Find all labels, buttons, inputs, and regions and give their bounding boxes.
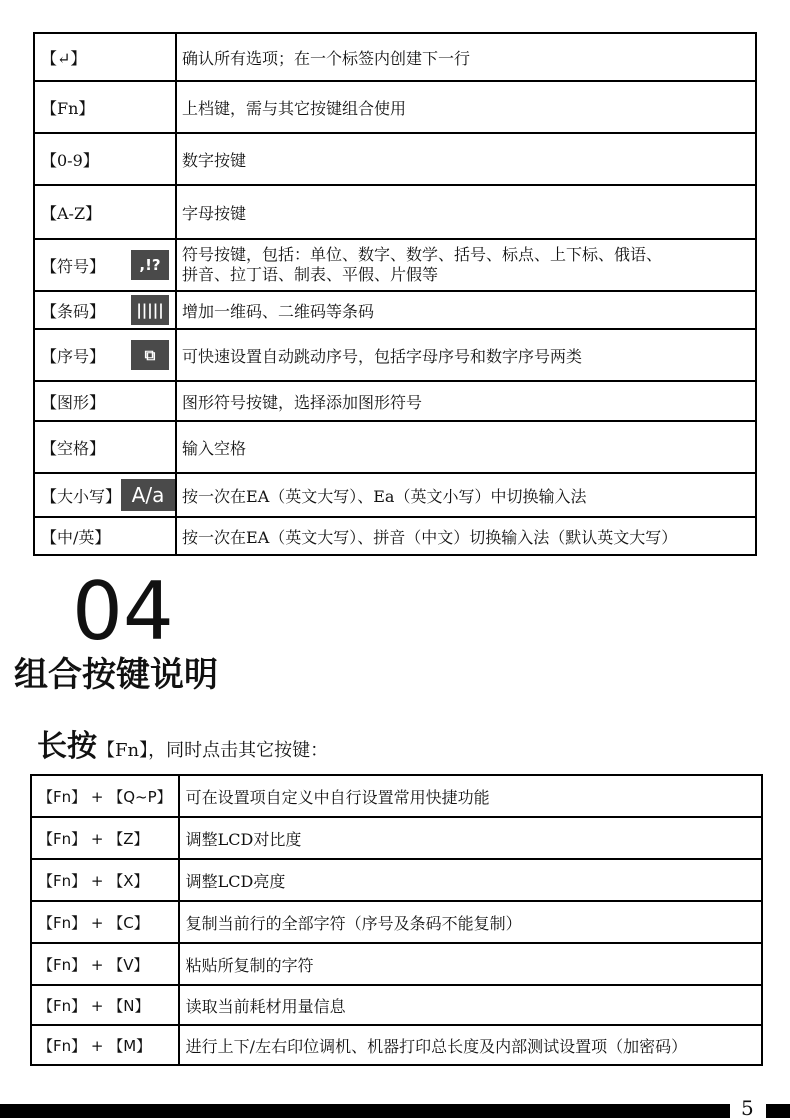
key-cell xyxy=(34,239,176,291)
combo-key: 【Fn】 + 【X】 xyxy=(31,859,179,901)
key-cell-content xyxy=(41,436,169,459)
case-toggle-icon: A/a xyxy=(121,479,175,511)
key-description-line: 字母按键 xyxy=(182,203,247,223)
key-cell-content xyxy=(41,479,169,511)
key-row xyxy=(34,517,756,555)
combo-description: 进行上下/左右印位调机、机器打印总长度及内部测试设置项（加密码） xyxy=(179,1025,762,1065)
key-description xyxy=(176,239,756,291)
key-cell-content xyxy=(41,201,169,224)
combo-row xyxy=(31,985,762,1025)
combo-row xyxy=(31,943,762,985)
combo-row xyxy=(31,1025,762,1065)
key-cell xyxy=(34,473,176,517)
key-description-line: 按一次在EA（英文大写）、拼音（中文）切换输入法（默认英文大写） xyxy=(182,527,678,547)
key-description-line: 确认所有选项；在一个标签内创建下一行 xyxy=(182,48,471,68)
key-description xyxy=(176,421,756,473)
combo-description: 调整LCD亮度 xyxy=(179,859,762,901)
key-row xyxy=(34,239,756,291)
key-label: 【↵】 xyxy=(41,48,87,68)
combo-table xyxy=(30,774,763,1066)
key-description-line: 可快速设置自动跳动序号，包括字母序号和数字序号两类 xyxy=(182,346,583,366)
key-description-line: 拼音、拉丁语、制表、平假、片假等 xyxy=(182,265,439,284)
combo-key: 【Fn】 + 【M】 xyxy=(31,1025,179,1065)
key-label: 【序号】 xyxy=(41,346,106,366)
combo-key: 【Fn】 + 【Z】 xyxy=(31,817,179,859)
combo-table-body xyxy=(31,775,762,1065)
key-cell-content xyxy=(41,340,169,370)
page-number: 5 xyxy=(741,1096,754,1120)
section-title: 组合按键说明 xyxy=(14,655,218,695)
key-label: 【图形】 xyxy=(41,392,106,412)
key-label: 【条码】 xyxy=(41,301,106,321)
key-label: 【中/英】 xyxy=(41,527,111,547)
key-cell xyxy=(34,33,176,81)
key-cell-content xyxy=(41,96,169,119)
key-label: 【符号】 xyxy=(41,256,106,276)
combo-key: 【Fn】 + 【N】 xyxy=(31,985,179,1025)
key-description-line: 符号按键，包括：单位、数字、数学、括号、标点、上下标、俄语、 xyxy=(182,245,663,264)
key-label: 【A-Z】 xyxy=(41,203,102,223)
key-label: 【0-9】 xyxy=(41,150,99,170)
key-row xyxy=(34,291,756,329)
key-description xyxy=(176,81,756,133)
combo-key: 【Fn】 + 【Q~P】 xyxy=(31,775,179,817)
barcode-icon: ||||| xyxy=(131,295,169,325)
key-cell xyxy=(34,81,176,133)
key-cell xyxy=(34,133,176,185)
footer-bar xyxy=(0,1104,730,1118)
subtitle-text: 【Fn】，同时点击其它按键： xyxy=(97,740,329,761)
key-row xyxy=(34,33,756,81)
key-cell-content xyxy=(41,148,169,171)
key-description xyxy=(176,291,756,329)
key-description xyxy=(176,329,756,381)
key-description xyxy=(176,473,756,517)
subtitle xyxy=(37,727,328,771)
key-row xyxy=(34,421,756,473)
combo-description: 复制当前行的全部字符（序号及条码不能复制） xyxy=(179,901,762,943)
key-cell xyxy=(34,517,176,555)
key-description-line: 图形符号按键，选择添加图形符号 xyxy=(182,392,423,412)
key-row xyxy=(34,133,756,185)
key-cell xyxy=(34,329,176,381)
key-label: 【空格】 xyxy=(41,438,106,458)
key-description-line: 数字按键 xyxy=(182,150,247,170)
key-label: 【大小写】 xyxy=(41,486,122,506)
key-description xyxy=(176,133,756,185)
combo-row xyxy=(31,775,762,817)
key-row xyxy=(34,81,756,133)
key-row xyxy=(34,185,756,239)
key-description-line: 按一次在EA（英文大写）、Ea（英文小写）中切换输入法 xyxy=(182,486,587,506)
key-description xyxy=(176,185,756,239)
footer-bar-end xyxy=(766,1104,790,1118)
key-description xyxy=(176,33,756,81)
combo-description: 可在设置项自定义中自行设置常用快捷功能 xyxy=(179,775,762,817)
combo-description: 粘贴所复制的字符 xyxy=(179,943,762,985)
key-cell xyxy=(34,291,176,329)
key-cell-content xyxy=(41,46,169,69)
section-number: 04 xyxy=(72,565,174,658)
key-cell xyxy=(34,421,176,473)
key-cell-content xyxy=(41,295,169,325)
combo-description: 调整LCD对比度 xyxy=(179,817,762,859)
key-label: 【Fn】 xyxy=(41,98,95,118)
combo-key: 【Fn】 + 【V】 xyxy=(31,943,179,985)
combo-row xyxy=(31,817,762,859)
subtitle-emphasis: 长按 xyxy=(37,729,97,764)
key-cell xyxy=(34,381,176,421)
key-cell-content xyxy=(41,390,169,413)
key-description-line: 上档键，需与其它按键组合使用 xyxy=(182,98,407,118)
key-row xyxy=(34,473,756,517)
key-description xyxy=(176,517,756,555)
key-row xyxy=(34,381,756,421)
key-description-line: 输入空格 xyxy=(182,438,247,458)
key-description-line: 增加一维码、二维码等条码 xyxy=(182,301,375,321)
keys-table-body xyxy=(34,33,756,555)
combo-description: 读取当前耗材用量信息 xyxy=(179,985,762,1025)
key-cell-content xyxy=(41,525,169,548)
key-cell-content xyxy=(41,250,169,280)
key-row xyxy=(34,329,756,381)
combo-key: 【Fn】 + 【C】 xyxy=(31,901,179,943)
keys-table xyxy=(33,32,757,556)
key-description xyxy=(176,381,756,421)
symbols-icon: ,!? xyxy=(131,250,169,280)
key-cell xyxy=(34,185,176,239)
serial-number-icon: ⧉ xyxy=(131,340,169,370)
combo-row xyxy=(31,859,762,901)
combo-row xyxy=(31,901,762,943)
